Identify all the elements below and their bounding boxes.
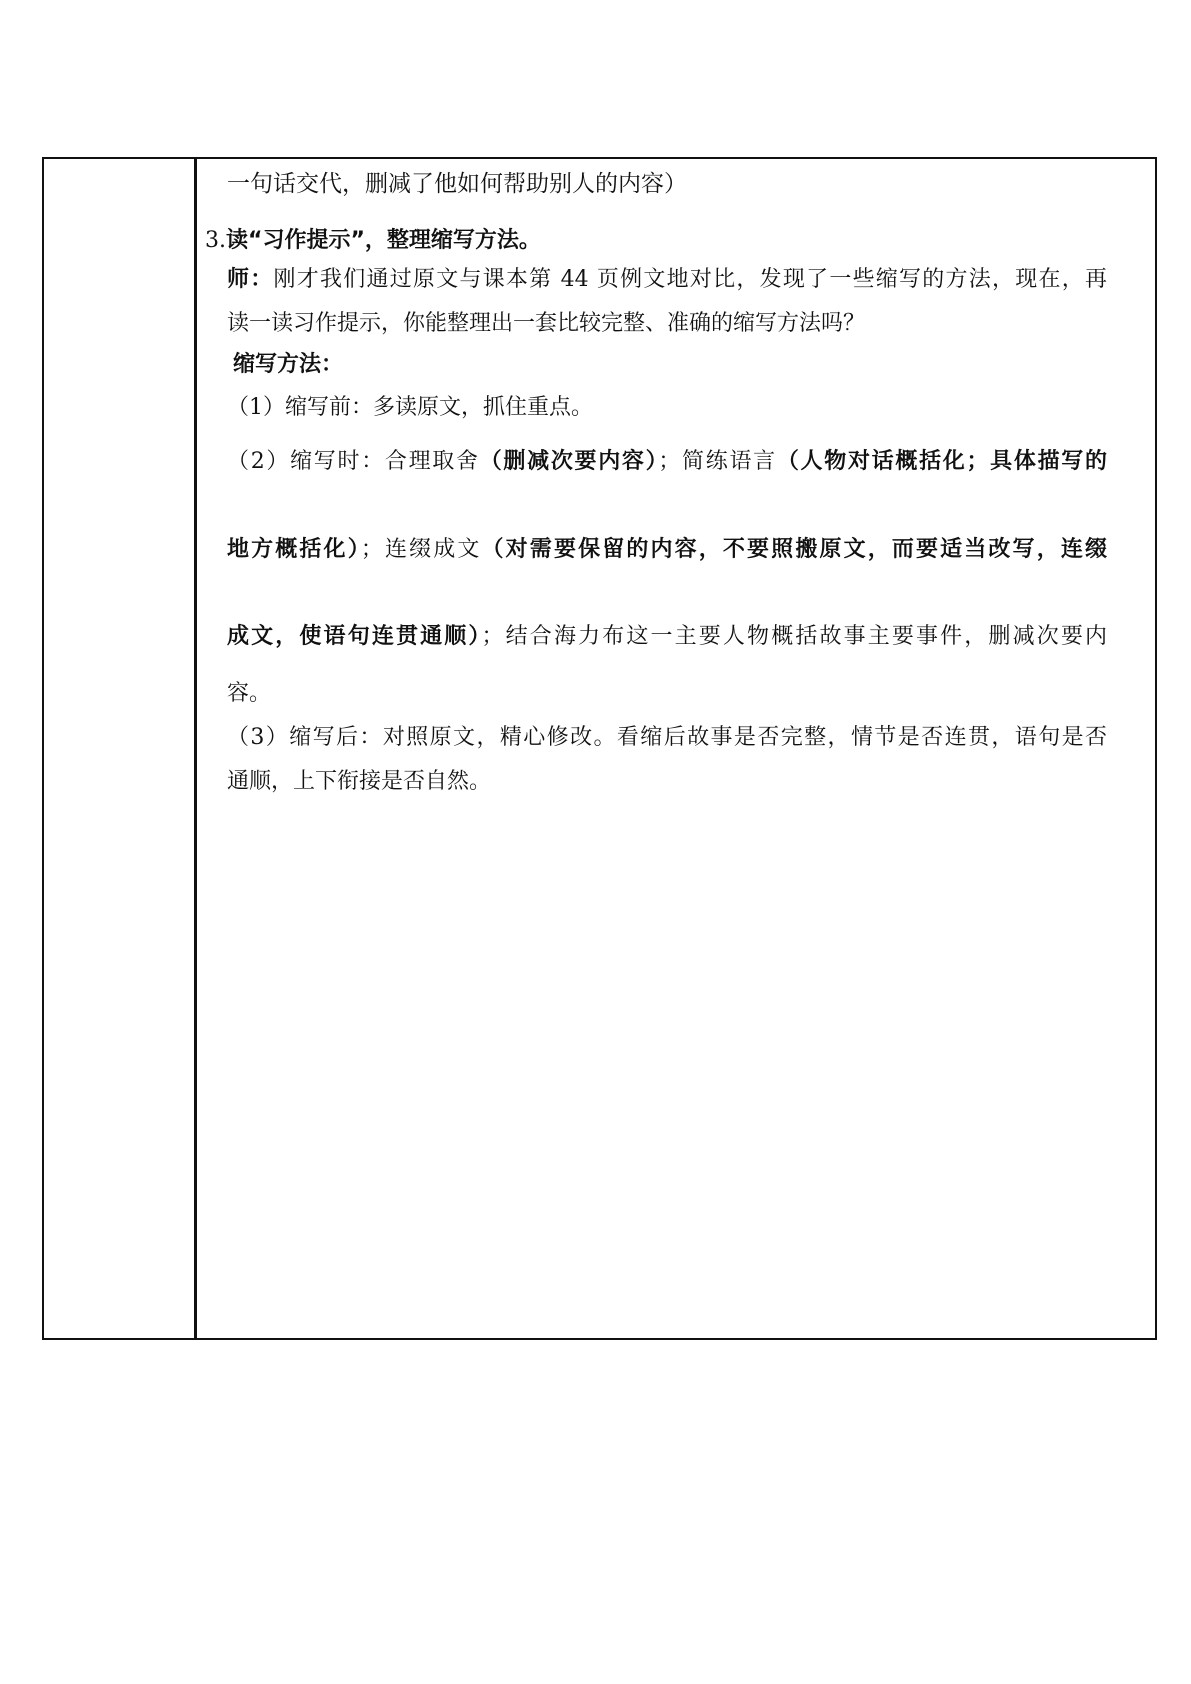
step-2-note-1: （删减次要内容） [479,449,659,474]
teacher-label: 师： [227,267,274,292]
heading-text: 读“习作提示”，整理缩写方法。 [226,228,541,253]
step-2-text-4: ；结合海力布这一主要人物概括故事主要事件，删减次要内 [481,624,1107,649]
heading-number: 3. [205,228,226,253]
step-2-line-4: 容。 [227,681,272,706]
continued-line: 一句话交代，删减了他如何帮助别人的内容） [227,171,687,197]
step-2-line-3 [227,622,1107,652]
step-2-line-1 [227,447,1107,477]
step-2-note-2: （人物对话概括化；具体描写的 [776,449,1107,474]
section-heading-3 [205,226,541,256]
step-2-note-5: 成文，使语句连贯通顺） [227,624,482,649]
step-2-text-3: ；连缀成文 [360,537,482,562]
lesson-table [42,157,1157,1340]
methods-heading: 缩写方法： [233,352,344,377]
step-2-note-4: （对需要保留的内容，不要照搬原文，而要适当改写，连缀 [481,537,1107,562]
step-1: （1）缩写前：多读原文，抓住重点。 [227,395,593,420]
content-cell [197,159,1155,1338]
teacher-paragraph-line-1 [227,265,1107,295]
teacher-text: 刚才我们通过原文与课本第 44 页例文地对比，发现了一些缩写的方法，现在，再 [273,267,1107,292]
step-2-label: （2）缩写时：合理取舍 [227,449,480,474]
step-2-note-3: 地方概括化） [227,537,361,562]
step-2-line-2 [227,535,1107,565]
step-3-line-2: 通顺，上下衔接是否自然。 [227,769,492,794]
step-2-text-2: ；简练语言 [658,449,777,474]
step-3-line-1: （3）缩写后：对照原文，精心修改。看缩后故事是否完整，情节是否连贯，语句是否 [227,725,1107,750]
left-column-cell [44,159,194,1338]
teacher-paragraph-line-2: 读一读习作提示，你能整理出一套比较完整、准确的缩写方法吗？ [227,311,866,336]
